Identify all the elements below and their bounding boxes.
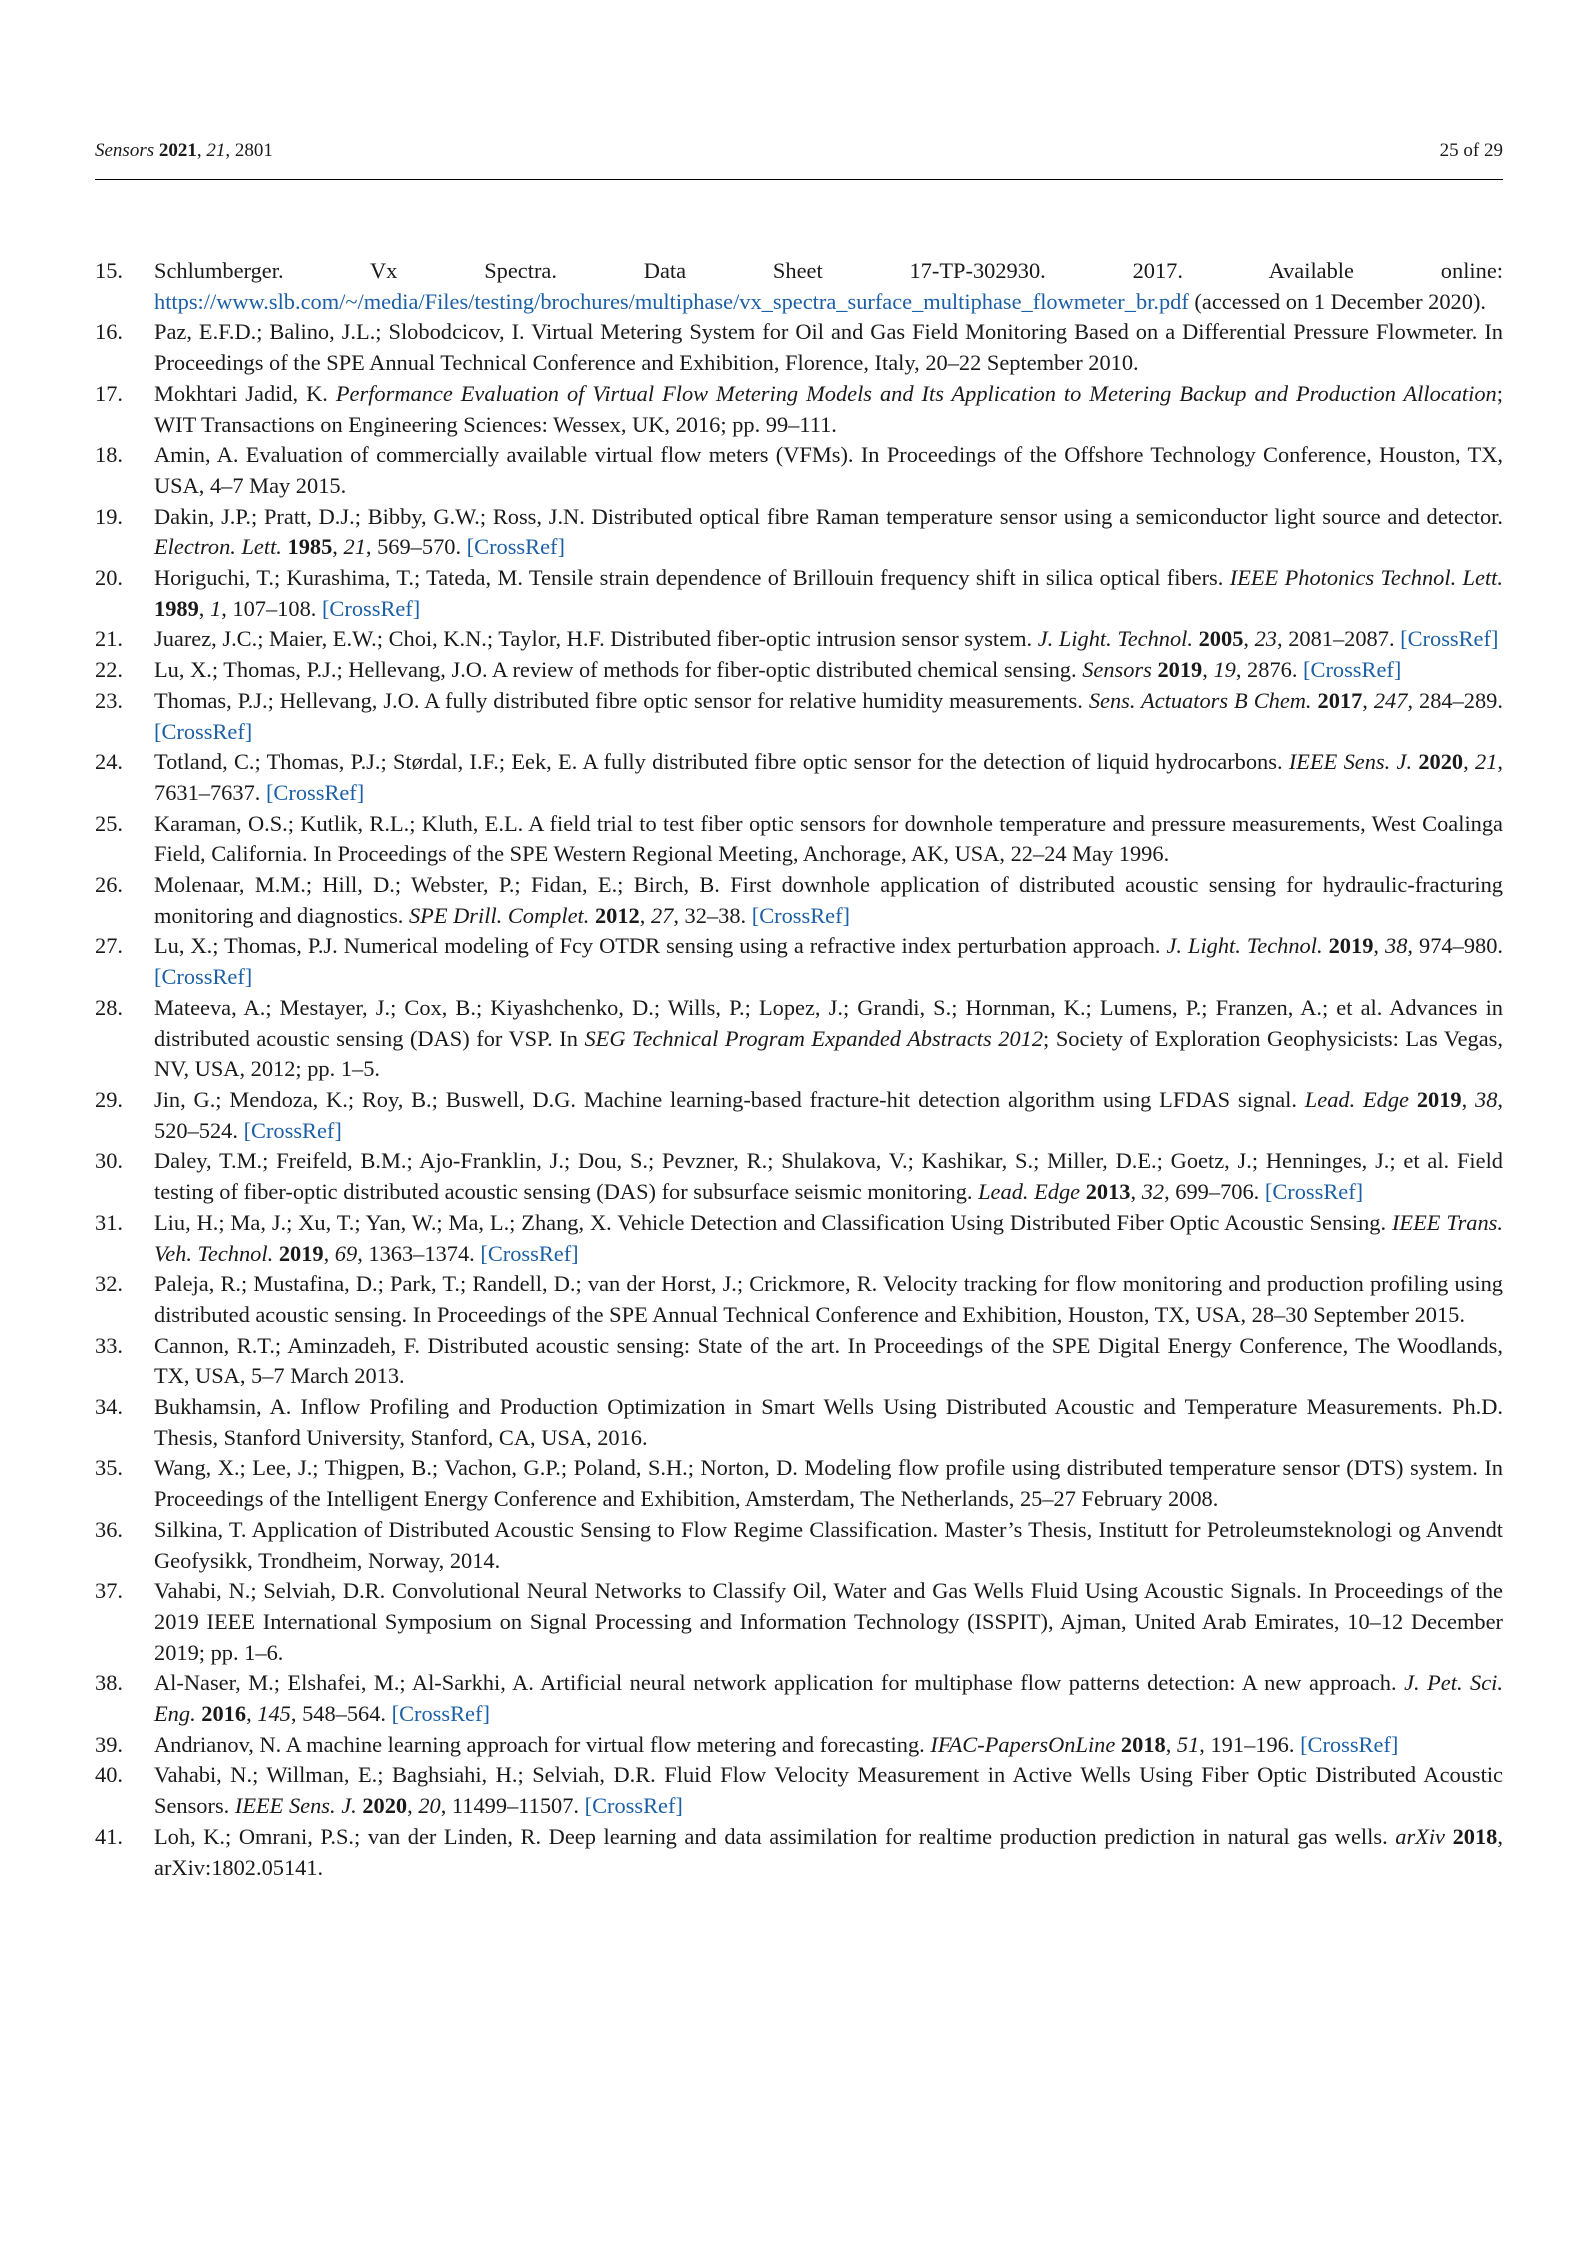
crossref-link[interactable]: [CrossRef] — [321, 595, 421, 621]
reference-journal: J. Light. Technol. — [1037, 626, 1193, 652]
reference-body — [154, 809, 1503, 870]
reference-year: 2016 — [201, 1701, 247, 1727]
reference-pages: 107–108. — [232, 595, 317, 621]
reference-journal: Sensors — [1082, 657, 1152, 683]
reference-tail: (accessed on 1 December 2020). — [1188, 288, 1486, 314]
reference-item — [95, 1453, 1503, 1514]
reference-item — [95, 993, 1503, 1085]
reference-volume: 20 — [418, 1793, 441, 1819]
reference-volume: 1 — [209, 595, 222, 621]
reference-item — [95, 870, 1503, 931]
reference-volume: 247 — [1373, 687, 1408, 713]
reference-number: 31. — [95, 1209, 123, 1235]
reference-text: Schlumberger. Vx Spectra. Data Sheet 17-TP-302930. 2017. Available online: — [154, 258, 1503, 283]
reference-text: Silkina, T. Application of Distributed Acoustic Sensing to Flow Regime Classification. Master’s Thesis, Institutt for Petroleumsteknologi og Anvendt Geofysikk, Trondheim, Norway, 2014. — [154, 1516, 1503, 1573]
reference-pages: 191–196. — [1210, 1731, 1295, 1757]
reference-pages: 7631–7637. — [154, 779, 261, 805]
crossref-link[interactable]: [CrossRef] — [751, 902, 850, 928]
reference-number: 22. — [95, 657, 123, 683]
reference-volume: 23 — [1254, 626, 1277, 652]
reference-number: 21. — [95, 626, 123, 652]
reference-pages: 569–570. — [377, 534, 462, 560]
reference-journal: IEEE Photonics Technol. Lett. — [1229, 565, 1503, 591]
reference-number: 20. — [95, 565, 123, 591]
reference-item — [95, 256, 1503, 317]
reference-year: 1989 — [154, 595, 199, 621]
reference-body — [154, 1822, 1503, 1883]
reference-book-title: SEG Technical Program Expanded Abstracts 2012 — [584, 1025, 1044, 1051]
reference-text: Totland, C.; Thomas, P.J.; Størdal, I.F.; Eek, E. A fully distributed fibre optic sensor for the detection of liquid hydrocarbons. — [154, 749, 1289, 775]
reference-pages: 11499–11507. — [451, 1793, 580, 1819]
crossref-link[interactable]: [CrossRef] — [1300, 1731, 1399, 1757]
reference-journal: J. Pet. Sci. Eng. — [154, 1670, 1504, 1727]
reference-number: 40. — [95, 1762, 123, 1788]
crossref-link[interactable]: [CrossRef] — [154, 964, 253, 990]
reference-pages: 1363–1374. — [368, 1240, 475, 1266]
reference-number: 26. — [95, 872, 123, 898]
reference-volume: 27 — [650, 902, 674, 928]
reference-body: Molenaar, M.M.; Hill, D.; Webster, P.; Fidan, E.; Birch, B. First downhole application of distributed acoustic sensing for hydraulic-fracturing monitoring and diagnostics. SPE Drill. Complet. 2012, 27, 32–38. [CrossRef] — [154, 872, 1503, 928]
reference-number: 30. — [95, 1148, 123, 1174]
reference-item — [95, 655, 1503, 686]
reference-body: Dakin, J.P.; Pratt, D.J.; Bibby, G.W.; Ross, J.N. Distributed optical fibre Raman temperature sensor using a semiconductor light source and detector. Electron. Lett. 1985, 21, 569–570. [CrossRef] — [154, 503, 1503, 560]
reference-year: 2020 — [1418, 749, 1464, 775]
reference-volume: 32 — [1141, 1179, 1165, 1205]
reference-body — [154, 317, 1503, 378]
journal-name: Sensors — [95, 140, 155, 161]
crossref-link[interactable]: [CrossRef] — [584, 1793, 683, 1819]
reference-journal: SPE Drill. Complet. — [408, 902, 590, 928]
reference-volume: 21 — [343, 534, 366, 560]
reference-volume: 69 — [334, 1240, 358, 1266]
reference-volume: 19 — [1213, 657, 1236, 683]
reference-number: 32. — [95, 1271, 123, 1297]
reference-number: 41. — [95, 1823, 123, 1849]
reference-body — [154, 440, 1503, 501]
reference-item — [95, 1668, 1503, 1729]
reference-number: 37. — [95, 1578, 123, 1604]
reference-item — [95, 747, 1503, 808]
reference-journal: IEEE Sens. J. — [234, 1793, 357, 1819]
reference-text: Andrianov, N. A machine learning approach for virtual flow metering and forecasting. — [154, 1731, 931, 1757]
reference-number: 28. — [95, 994, 123, 1020]
reference-item — [95, 1822, 1503, 1883]
reference-item — [95, 1085, 1503, 1146]
reference-item — [95, 1208, 1503, 1269]
reference-number: 35. — [95, 1455, 123, 1481]
reference-number: 39. — [95, 1731, 123, 1757]
reference-item — [95, 1760, 1503, 1821]
reference-text: Mokhtari Jadid, K. — [154, 380, 336, 406]
reference-body: Thomas, P.J.; Hellevang, J.O. A fully distributed fibre optic sensor for relative humidity measurements. Sens. Actuators B Chem. 2017, 247, 284–289. [CrossRef] — [154, 687, 1503, 744]
reference-body: Liu, H.; Ma, J.; Xu, T.; Yan, W.; Ma, L.; Zhang, X. Vehicle Detection and Classification Using Distributed Fiber Optic Acoustic Sensing. IEEE Trans. Veh. Technol. 2019, 69, 1363–1374. [CrossRef] — [154, 1209, 1503, 1266]
reference-volume: 145 — [257, 1701, 291, 1727]
reference-journal: Lead. Edge — [1304, 1086, 1409, 1112]
reference-item — [95, 1730, 1503, 1761]
reference-number: 24. — [95, 749, 123, 775]
reference-body: Daley, T.M.; Freifeld, B.M.; Ajo-Franklin, J.; Dou, S.; Pevzner, R.; Shulakova, V.; Kashikar, S.; Miller, D.E.; Goetz, J.; Henninges, J.; et al. Field testing of fiber-optic distributed acoustic sensing (DAS) for subsurface seismic monitoring. Lead. Edge 2013, 32, 699–706. [CrossRef] — [154, 1148, 1503, 1205]
reference-year: 2019 — [278, 1240, 324, 1266]
reference-item — [95, 1331, 1503, 1392]
reference-text: Amin, A. Evaluation of commercially available virtual flow meters (VFMs). In Proceedings of the Offshore Technology Conference, Houston, TX, USA, 4–7 May 2015. — [154, 442, 1503, 498]
reference-year: 2017 — [1317, 687, 1363, 713]
header-rule — [95, 179, 1503, 180]
reference-volume: 51 — [1176, 1731, 1200, 1757]
crossref-link[interactable]: [CrossRef] — [265, 779, 365, 805]
reference-number: 29. — [95, 1086, 123, 1112]
reference-year: 2012 — [594, 902, 640, 928]
reference-item — [95, 809, 1503, 870]
reference-pages: 548–564. — [302, 1701, 387, 1727]
crossref-link[interactable]: [CrossRef] — [466, 534, 565, 560]
reference-item — [95, 1146, 1503, 1207]
crossref-link[interactable]: [CrossRef] — [243, 1117, 342, 1143]
reference-body: Lu, X.; Thomas, P.J. Numerical modeling of Fcy OTDR sensing using a refractive index perturbation approach. J. Light. Technol. 2019, 38, 974–980. [CrossRef] — [154, 933, 1503, 990]
reference-item — [95, 931, 1503, 992]
reference-pages: 520–524. — [154, 1117, 238, 1143]
reference-item — [95, 1576, 1503, 1668]
reference-number: 33. — [95, 1332, 123, 1358]
reference-item — [95, 440, 1503, 501]
reference-year: 2019 — [1328, 933, 1374, 959]
reference-body — [154, 993, 1503, 1085]
reference-pages: 2876. — [1247, 657, 1298, 683]
journal-citation: Sensors 2021, 21, 2801 — [95, 140, 273, 161]
reference-item — [95, 379, 1503, 440]
reference-text: Lu, X.; Thomas, P.J.; Hellevang, J.O. A review of methods for fiber-optic distributed chemical sensing. — [154, 657, 1083, 683]
reference-text: Lu, X.; Thomas, P.J. Numerical modeling of Fcy OTDR sensing using a refractive index perturbation approach. — [154, 933, 1167, 959]
crossref-link[interactable]: [CrossRef] — [480, 1240, 579, 1266]
reference-body — [154, 1515, 1503, 1576]
reference-number: 23. — [95, 687, 123, 713]
reference-tail: , arXiv:1802.05141. — [154, 1823, 1503, 1880]
reference-year: 2020 — [362, 1793, 408, 1819]
reference-body: Vahabi, N.; Willman, E.; Baghsiahi, H.; Selviah, D.R. Fluid Flow Velocity Measurement in Active Wells Using Fiber Optic Distributed Acoustic Sensors. IEEE Sens. J. 2020, 20, 11499–11507. [CrossRef] — [154, 1762, 1503, 1819]
reference-number: 27. — [95, 933, 123, 959]
reference-body — [154, 1269, 1503, 1330]
reference-journal: arXiv — [1395, 1823, 1445, 1849]
reference-number: 25. — [95, 810, 123, 836]
reference-number: 38. — [95, 1670, 123, 1696]
reference-text: Loh, K.; Omrani, P.S.; van der Linden, R. Deep learning and data assimilation for realtime production prediction in natural gas wells. — [154, 1823, 1396, 1849]
reference-year: 1985 — [287, 534, 333, 560]
reference-year: 2018 — [1120, 1731, 1166, 1757]
reference-list — [95, 256, 1503, 1883]
reference-body: Andrianov, N. A machine learning approach for virtual flow metering and forecasting. IFAC-PapersOnLine 2018, 51, 191–196. [CrossRef] — [154, 1731, 1399, 1757]
reference-volume: 38 — [1475, 1086, 1498, 1112]
reference-text: Al-Naser, M.; Elshafei, M.; Al-Sarkhi, A. Artificial neural network application for multiphase flow patterns detection: A new approach. — [154, 1670, 1405, 1696]
reference-text: Wang, X.; Lee, J.; Thigpen, B.; Vachon, G.P.; Poland, S.H.; Norton, D. Modeling flow profile using distributed temperature sensor (DTS) system. In Proceedings of the Intelligent Energy Conference and Exhibition, Amsterdam, The Netherlands, 25–27 February 2008. — [154, 1455, 1503, 1512]
reference-item — [95, 1392, 1503, 1453]
reference-number: 16. — [95, 319, 123, 345]
reference-body — [154, 1331, 1503, 1392]
reference-item — [95, 563, 1503, 624]
reference-number: 36. — [95, 1516, 123, 1542]
reference-pages: 699–706. — [1175, 1179, 1260, 1205]
reference-text: Jin, G.; Mendoza, K.; Roy, B.; Buswell, D.G. Machine learning-based fracture-hit detection algorithm using LFDAS signal. — [154, 1086, 1305, 1112]
reference-year: 2019 — [1157, 657, 1203, 683]
reference-text: Vahabi, N.; Willman, E.; Baghsiahi, H.; Selviah, D.R. Fluid Flow Velocity Measurement in Active Wells Using Fiber Optic Distributed Acoustic Sensors. — [154, 1762, 1503, 1819]
reference-body — [154, 256, 1503, 317]
reference-journal: Lead. Edge — [978, 1179, 1081, 1205]
reference-body — [154, 1453, 1503, 1514]
reference-body: Lu, X.; Thomas, P.J.; Hellevang, J.O. A review of methods for fiber-optic distributed chemical sensing. Sensors 2019, 19, 2876. [CrossRef] — [154, 657, 1402, 683]
reference-text: Cannon, R.T.; Aminzadeh, F. Distributed acoustic sensing: State of the art. In Proceedings of the SPE Digital Energy Conference, The Woodlands, TX, USA, 5–7 March 2013. — [154, 1332, 1503, 1389]
reference-year: 2018 — [1452, 1823, 1498, 1849]
reference-text: Bukhamsin, A. Inflow Profiling and Production Optimization in Smart Wells Using Distributed Acoustic and Temperature Measurements. Ph.D. Thesis, Stanford University, Stanford, CA, USA, 2016. — [154, 1394, 1503, 1450]
reference-tail: ; Society of Exploration Geophysicists: Las Vegas, NV, USA, 2012; pp. 1–5. — [154, 1025, 1503, 1082]
reference-volume: 21 — [1475, 749, 1498, 775]
reference-number: 15. — [95, 258, 123, 283]
reference-text: Karaman, O.S.; Kutlik, R.L.; Kluth, E.L. A field trial to test fiber optic sensors for downhole temperature and pressure measurements, West Coalinga Field, California. In Proceedings of the SPE Western Regional Meeting, Anchorage, AK, USA, 22–24 May 1996. — [154, 810, 1503, 867]
reference-body: Totland, C.; Thomas, P.J.; Størdal, I.F.; Eek, E. A fully distributed fibre optic sensor for the detection of liquid hydrocarbons. IEEE Sens. J. 2020, 21, 7631–7637. [CrossRef] — [154, 749, 1504, 805]
reference-item — [95, 502, 1503, 563]
reference-text: Mateeva, A.; Mestayer, J.; Cox, B.; Kiyashchenko, D.; Wills, P.; Lopez, J.; Grandi, S.; Hornman, K.; Lumens, P.; Franzen, A.; et al. Advances in distributed acoustic sensing (DAS) for VSP. In — [154, 994, 1503, 1051]
reference-text: Dakin, J.P.; Pratt, D.J.; Bibby, G.W.; Ross, J.N. Distributed optical fibre Raman temperature sensor using a semiconductor light source and detector. — [154, 503, 1503, 529]
journal-year: 2021 — [158, 140, 197, 161]
reference-book-title: Performance Evaluation of Virtual Flow Metering Models and Its Application to Metering Backup and Production Allocation — [335, 380, 1497, 406]
page-number: 25 of 29 — [1439, 140, 1503, 161]
reference-body: Juarez, J.C.; Maier, E.W.; Choi, K.N.; Taylor, H.F. Distributed fiber-optic intrusion sensor system. J. Light. Technol. 2005, 23, 2081–2087. [CrossRef] — [154, 626, 1499, 652]
reference-journal: Electron. Lett. — [154, 534, 282, 560]
reference-tail: ; WIT Transactions on Engineering Sciences: Wessex, UK, 2016; pp. 99–111. — [154, 380, 1503, 437]
reference-body — [154, 379, 1503, 440]
reference-pages: 284–289. — [1419, 687, 1503, 713]
crossref-link[interactable]: [CrossRef] — [1264, 1179, 1364, 1205]
reference-text: Paleja, R.; Mustafina, D.; Park, T.; Randell, D.; van der Horst, J.; Crickmore, R. Velocity tracking for flow monitoring and production profiling using distributed acoustic sensing. In Proceedings of the SPE Annual Technical Conference and Exhibition, Houston, TX, USA, 28–30 September 2015. — [154, 1271, 1503, 1327]
reference-body: Al-Naser, M.; Elshafei, M.; Al-Sarkhi, A. Artificial neural network application for multiphase flow patterns detection: A new approach. J. Pet. Sci. Eng. 2016, 145, 548–564. [CrossRef] — [154, 1670, 1504, 1727]
reference-year: 2013 — [1085, 1179, 1131, 1205]
reference-journal: Sens. Actuators B Chem. — [1088, 687, 1312, 713]
reference-body — [154, 1392, 1503, 1453]
reference-text: Paz, E.F.D.; Balino, J.L.; Slobodcicov, I. Virtual Metering System for Oil and Gas Field Monitoring Based on a Differential Pressure Flowmeter. In Proceedings of the SPE Annual Technical Conference and Exhibition, Florence, Italy, 20–22 September 2010. — [154, 319, 1503, 376]
reference-body: Jin, G.; Mendoza, K.; Roy, B.; Buswell, D.G. Machine learning-based fracture-hit detection algorithm using LFDAS signal. Lead. Edge 2019, 38, 520–524. [CrossRef] — [154, 1086, 1504, 1143]
reference-body — [154, 1576, 1503, 1668]
reference-item — [95, 686, 1503, 747]
reference-journal: IFAC-PapersOnLine — [930, 1731, 1116, 1757]
reference-volume: 38 — [1385, 933, 1408, 959]
reference-text: Vahabi, N.; Selviah, D.R. Convolutional Neural Networks to Classify Oil, Water and Gas Wells Fluid Using Acoustic Signals. In Proceedings of the 2019 IEEE International Symposium on Signal Processing and Information Technology (ISSPIT), Ajman, United Arab Emirates, 10–12 December 2019; pp. 1–6. — [154, 1578, 1503, 1665]
reference-text: Daley, T.M.; Freifeld, B.M.; Ajo-Franklin, J.; Dou, S.; Pevzner, R.; Shulakova, V.; Kashikar, S.; Miller, D.E.; Goetz, J.; Henninges, J.; et al. Field testing of fiber-optic distributed acoustic sensing (DAS) for subsurface seismic monitoring. — [154, 1148, 1503, 1205]
reference-text: Horiguchi, T.; Kurashima, T.; Tateda, M. Tensile strain dependence of Brillouin frequency shift in silica optical fibers. — [154, 565, 1230, 591]
reference-year: 2005 — [1198, 626, 1244, 652]
journal-article: 2801 — [234, 140, 273, 161]
reference-item — [95, 1269, 1503, 1330]
reference-item — [95, 624, 1503, 655]
crossref-link[interactable]: [CrossRef] — [391, 1701, 490, 1727]
journal-volume: 21 — [206, 140, 226, 161]
reference-item — [95, 317, 1503, 378]
page-header — [95, 140, 1503, 180]
reference-text: Juarez, J.C.; Maier, E.W.; Choi, K.N.; Taylor, H.F. Distributed fiber-optic intrusion sensor system. — [154, 626, 1038, 652]
reference-number: 18. — [95, 442, 123, 468]
reference-url-link[interactable]: https://www.slb.com/~/media/Files/testing/brochures/multiphase/vx_spectra_surface_multiphase_flowmeter_br.pdf — [154, 288, 1189, 314]
reference-text: Molenaar, M.M.; Hill, D.; Webster, P.; Fidan, E.; Birch, B. First downhole application of distributed acoustic sensing for hydraulic-fracturing monitoring and diagnostics. — [154, 872, 1503, 928]
reference-text: Liu, H.; Ma, J.; Xu, T.; Yan, W.; Ma, L.; Zhang, X. Vehicle Detection and Classification Using Distributed Fiber Optic Acoustic Sensing. — [154, 1209, 1392, 1235]
reference-journal: J. Light. Technol. — [1166, 933, 1323, 959]
reference-number: 19. — [95, 503, 123, 529]
reference-pages: 974–980. — [1419, 933, 1503, 959]
reference-journal: IEEE Sens. J. — [1288, 749, 1413, 775]
reference-year: 2019 — [1416, 1086, 1462, 1112]
reference-item — [95, 1515, 1503, 1576]
reference-pages: 2081–2087. — [1288, 626, 1395, 652]
reference-number: 34. — [95, 1394, 123, 1420]
reference-journal: IEEE Trans. Veh. Technol. — [154, 1209, 1503, 1266]
reference-pages: 32–38. — [684, 902, 747, 928]
reference-text: Thomas, P.J.; Hellevang, J.O. A fully distributed fibre optic sensor for relative humidity measurements. — [154, 687, 1089, 713]
crossref-link[interactable]: [CrossRef] — [1400, 626, 1499, 652]
crossref-link[interactable]: [CrossRef] — [154, 718, 253, 744]
reference-number: 17. — [95, 380, 123, 406]
crossref-link[interactable]: [CrossRef] — [1303, 657, 1402, 683]
reference-body: Horiguchi, T.; Kurashima, T.; Tateda, M. Tensile strain dependence of Brillouin frequency shift in silica optical fibers. IEEE Photonics Technol. Lett. 1989, 1, 107–108. [CrossRef] — [154, 565, 1503, 621]
